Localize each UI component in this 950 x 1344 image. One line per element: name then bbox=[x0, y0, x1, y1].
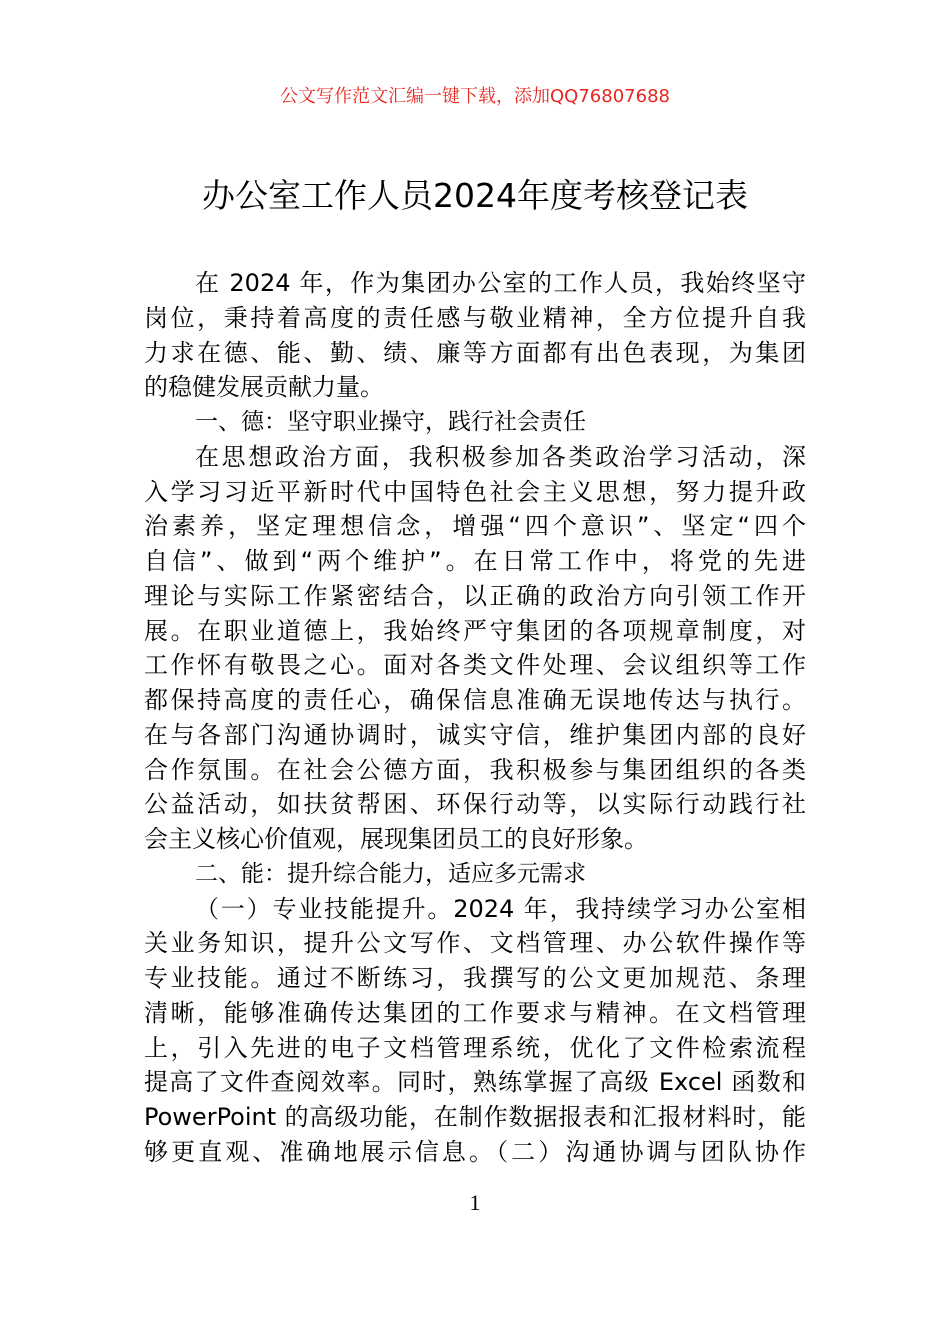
text-line: 公益活动，如扶贫帮困、环保行动等，以实际行动践行社 bbox=[144, 790, 806, 819]
text-line: 理论与实际工作紧密结合，以正确的政治方向引领工作开 bbox=[144, 581, 806, 610]
download-watermark-link[interactable]: 公文写作范文汇编一键下载，添加QQ76807688 bbox=[280, 86, 670, 107]
text-line: 入学习习近平新时代中国特色社会主义思想，努力提升政 bbox=[144, 477, 806, 506]
section-heading: 二、能：提升综合能力，适应多元需求 bbox=[195, 860, 586, 887]
text-line: 力求在德、能、勤、绩、廉等方面都有出色表现，为集团 bbox=[144, 338, 806, 367]
text-line: 会主义核心价值观，展现集团员工的良好形象。 bbox=[144, 825, 648, 853]
text-line: 专业技能。通过不断练习，我撰写的公文更加规范、条理 bbox=[144, 964, 806, 992]
text-line: PowerPoint 的高级功能，在制作数据报表和汇报材料时，能 bbox=[144, 1103, 806, 1131]
text-line: 在思想政治方面，我积极参加各类政治学习活动，深 bbox=[195, 442, 806, 471]
text-line: 合作氛围。在社会公德方面，我积极参与集团组织的各类 bbox=[144, 755, 806, 784]
text-line: 在与各部门沟通协调时，诚实守信，维护集团内部的良好 bbox=[144, 720, 806, 749]
page-number: 1 bbox=[469, 1190, 481, 1215]
text-line: 展。在职业道德上，我始终严守集团的各项规章制度，对 bbox=[144, 616, 806, 645]
text-line: 上，引入先进的电子文档管理系统，优化了文件检索流程 bbox=[144, 1033, 806, 1062]
text-line: 岗位，秉持着高度的责任感与敬业精神，全方位提升自我 bbox=[144, 303, 806, 332]
text-line: 工作怀有敬畏之心。面对各类文件处理、会议组织等工作 bbox=[144, 651, 806, 680]
document-body bbox=[144, 266, 806, 1170]
text-line: 的稳健发展贡献力量。 bbox=[144, 373, 384, 402]
text-line: 清晰，能够准确传达集团的工作要求与精神。在文档管理 bbox=[144, 998, 806, 1027]
text-line: 都保持高度的责任心，确保信息准确无误地传达与执行。 bbox=[144, 686, 806, 714]
document-title: 办公室工作人员2024年度考核登记表 bbox=[202, 176, 748, 215]
text-line: 关业务知识，提升公文写作、文档管理、办公软件操作等 bbox=[144, 929, 806, 958]
text-line: 自信”、做到“两个维护”。在日常工作中，将党的先进 bbox=[144, 547, 806, 575]
text-line: 提高了文件查阅效率。同时，熟练掌握了高级 Excel 函数和 bbox=[144, 1068, 806, 1097]
text-line: 治素养，坚定理想信念，增强“四个意识”、坚定“四个 bbox=[144, 512, 806, 541]
text-line: （一）专业技能提升。2024 年，我持续学习办公室相 bbox=[195, 894, 806, 923]
text-line: 在 2024 年，作为集团办公室的工作人员，我始终坚守 bbox=[195, 269, 806, 297]
section-heading: 一、德：坚守职业操守，践行社会责任 bbox=[195, 409, 586, 435]
text-line: 够更直观、准确地展示信息。（二）沟通协调与团队协作 bbox=[144, 1137, 806, 1166]
